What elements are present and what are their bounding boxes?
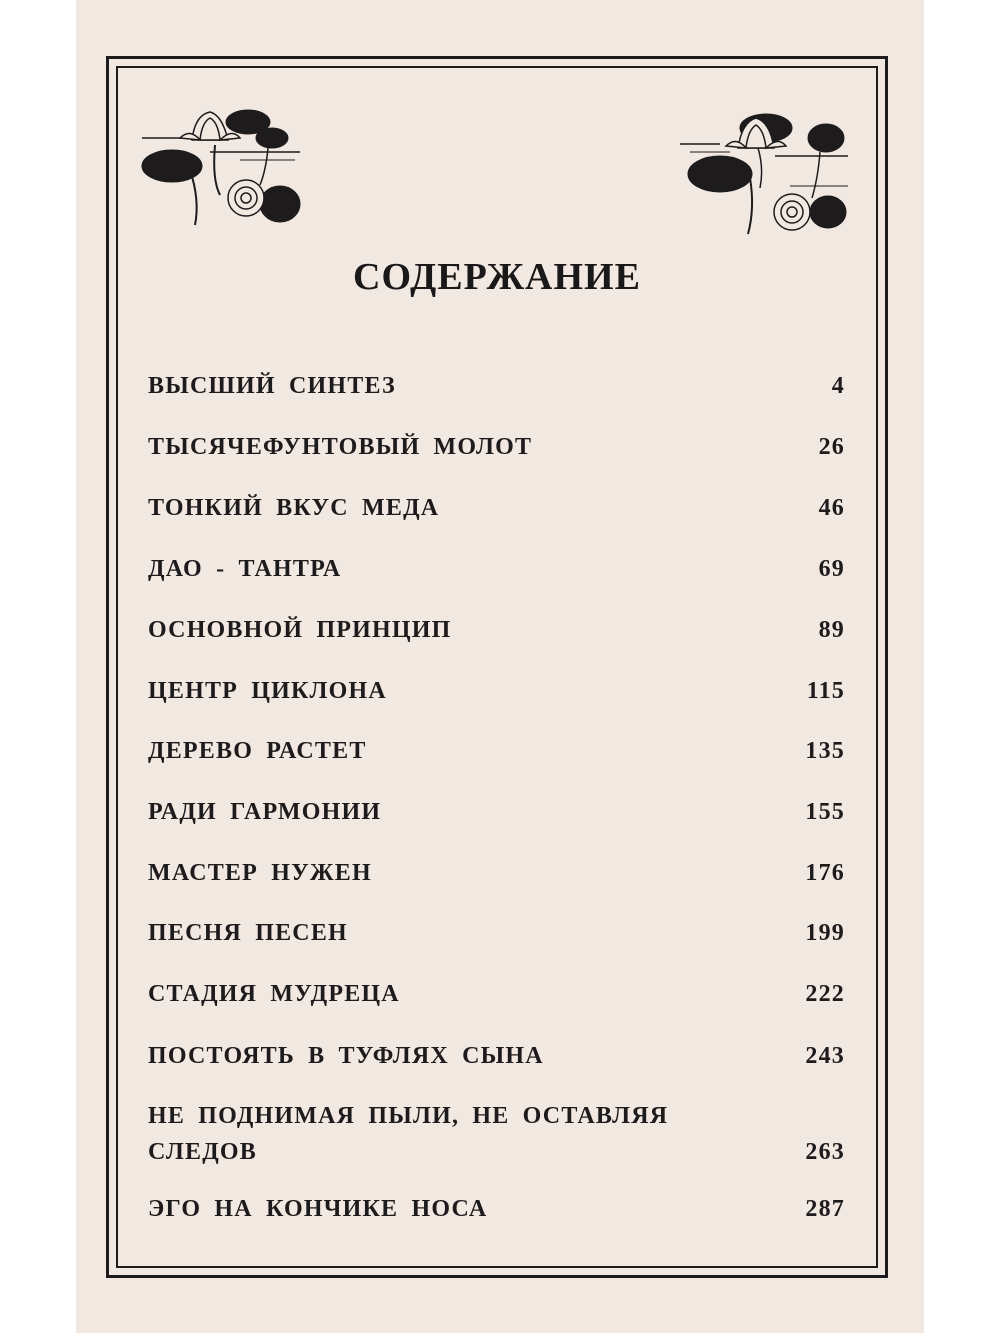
toc-entry-title: СТАДИЯ МУДРЕЦА [148,981,400,1007]
toc-entry-title: ЦЕНТР ЦИКЛОНА [148,678,387,704]
toc-entry-page: 115 [806,678,845,704]
toc-entry-title: МАСТЕР НУЖЕН [148,860,372,886]
toc-entry-page: 89 [818,617,845,643]
toc-entry-title: ДАО - ТАНТРА [148,556,342,582]
lotus-left-icon [140,100,310,230]
toc-entry-page: 222 [805,981,845,1007]
toc-entry-page: 46 [818,495,845,521]
toc-entry-page: 69 [818,556,845,582]
toc-entry-title: ДЕРЕВО РАСТЕТ [148,738,367,764]
toc-entry-page: 243 [805,1043,845,1069]
toc-entry-page: 287 [805,1196,845,1222]
toc-entry-page: 155 [805,799,845,825]
toc-entry-page: 135 [805,738,845,764]
toc-entry-title: ТЫСЯЧЕФУНТОВЫЙ МОЛОТ [148,434,533,460]
toc-entry-title: ПОСТОЯТЬ В ТУФЛЯХ СЫНА [148,1043,544,1069]
toc-entry-title: ОСНОВНОЙ ПРИНЦИП [148,617,452,643]
inner-border [116,66,878,1268]
toc-entry-title: РАДИ ГАРМОНИИ [148,799,382,825]
lotus-right-icon [680,108,850,238]
toc-entry-page: 176 [805,860,845,886]
toc-entry-title: ЭГО НА КОНЧИКЕ НОСА [148,1196,488,1222]
toc-entry-title: ВЫСШИЙ СИНТЕЗ [148,373,396,399]
toc-entry-page: 26 [818,434,845,460]
toc-entry-page: 263 [805,1139,845,1165]
toc-entry [148,1098,845,1170]
toc-entry-title: ТОНКИЙ ВКУС МЕДА [148,495,440,521]
page-title: СОДЕРЖАНИЕ [353,256,641,298]
toc-entry-title: ПЕСНЯ ПЕСЕН [148,920,348,946]
toc-entry-page: 199 [805,920,845,946]
toc-entry-title: НЕ ПОДНИМАЯ ПЫЛИ, НЕ ОСТАВЛЯЯ [148,1103,669,1129]
toc-entry-page: 4 [831,373,845,399]
toc-entry-title-continued: СЛЕДОВ [148,1139,258,1165]
